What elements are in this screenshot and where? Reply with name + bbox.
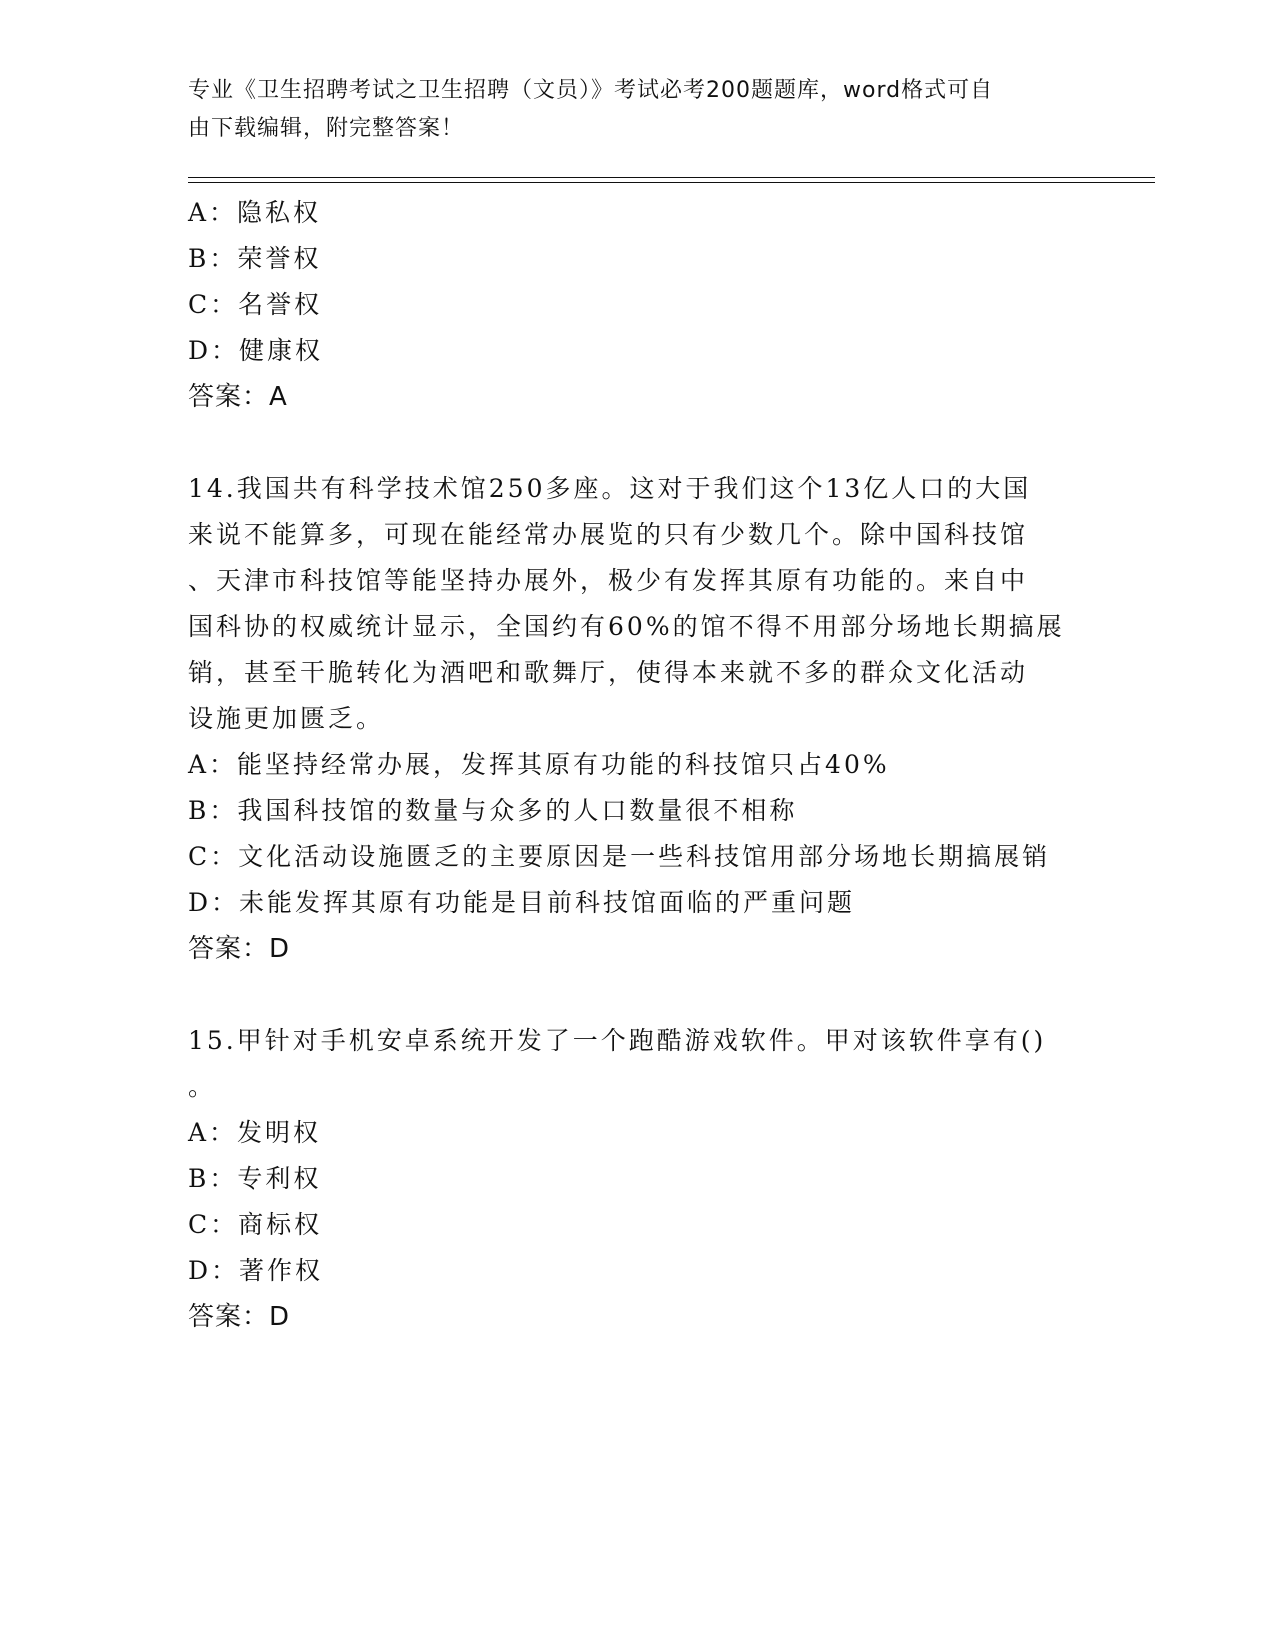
header-divider-bottom [188, 182, 1155, 183]
spacer [188, 972, 1088, 1018]
stem-line: 14.我国共有科学技术馆250多座。这对于我们这个13亿人口的大国 [188, 474, 1032, 503]
option-b: B：我国科技馆的数量与众多的人口数量很不相称 [188, 796, 798, 825]
question-14-stem [188, 466, 1088, 742]
stem-line: 15.甲针对手机安卓系统开发了一个跑酷游戏软件。甲对该软件享有() [188, 1026, 1047, 1055]
option-b: B：荣誉权 [188, 244, 322, 273]
option-c: C：名誉权 [188, 290, 323, 319]
question-15-answer: 答案：D [188, 1302, 291, 1332]
header-divider-top [188, 177, 1155, 178]
option-d: D：著作权 [188, 1256, 324, 1285]
option-a: A：发明权 [188, 1118, 322, 1147]
question-15-options [188, 1110, 1088, 1294]
question-13-options [188, 190, 1088, 374]
option-b: B：专利权 [188, 1164, 322, 1193]
stem-line: 销，甚至干脆转化为酒吧和歌舞厅，使得本来就不多的群众文化活动 [188, 658, 1029, 687]
option-c: C：商标权 [188, 1210, 323, 1239]
option-a: A：能坚持经常办展，发挥其原有功能的科技馆只占40% [188, 750, 890, 779]
option-d: D：健康权 [188, 336, 324, 365]
stem-line: 设施更加匮乏。 [188, 704, 385, 733]
option-a: A：隐私权 [188, 198, 322, 227]
document-header [188, 72, 1088, 148]
question-14-options [188, 742, 1088, 926]
stem-line: 、天津市科技馆等能坚持办展外，极少有发挥其原有功能的。来自中 [188, 566, 1029, 595]
stem-line: 来说不能算多，可现在能经常办展览的只有少数几个。除中国科技馆 [188, 520, 1029, 549]
header-line-2: 由下载编辑，附完整答案！ [188, 116, 465, 141]
stem-line: 。 [188, 1072, 217, 1101]
question-content [188, 190, 1088, 1340]
spacer [188, 420, 1088, 466]
question-15-stem [188, 1018, 1088, 1110]
option-d: D：未能发挥其原有功能是目前科技馆面临的严重问题 [188, 888, 856, 917]
question-14-answer: 答案：D [188, 934, 291, 964]
stem-line: 国科协的权威统计显示，全国约有60%的馆不得不用部分场地长期搞展 [188, 612, 1065, 641]
option-c: C：文化活动设施匮乏的主要原因是一些科技馆用部分场地长期搞展销 [188, 842, 1051, 871]
question-13-answer: 答案：A [188, 382, 288, 412]
header-line-1: 专业《卫生招聘考试之卫生招聘（文员）》考试必考200题题库，word格式可自 [188, 78, 994, 103]
